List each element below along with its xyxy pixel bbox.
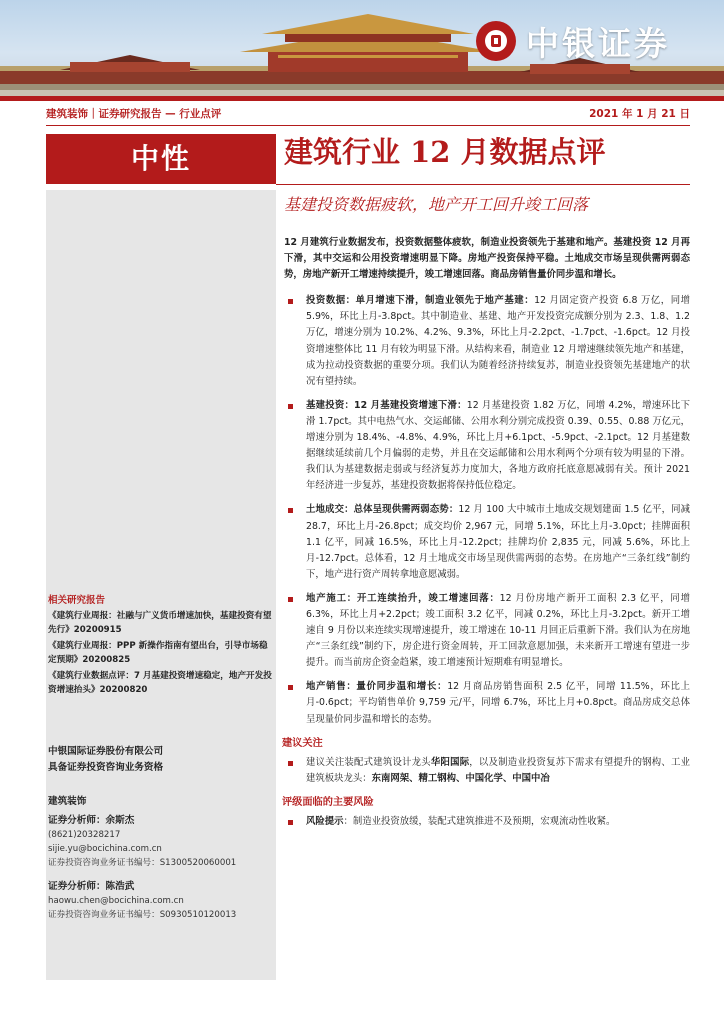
related-item: 《建筑行业周报：社融与广义货币增速加快，基建投资有望先行》20200915	[48, 611, 272, 635]
analyst-name: 证券分析师：余斯杰	[48, 815, 135, 826]
bullet-square-icon	[288, 508, 293, 513]
bullet-square-icon	[288, 404, 293, 409]
bullet-text: 12 月商品房销售面积 2.5 亿平，同增 11.5%，环比上月-0.6pct；平均销售单价 9,759 元/平，同增 6.7%，环比上月+0.8pct。商品房成交总体呈现量价同步温和增长的态势。	[306, 681, 690, 725]
company-qualification: 具备证券投资咨询业务资格	[48, 762, 164, 773]
related-reports	[48, 592, 274, 697]
sector-label: 建筑装饰	[48, 796, 87, 807]
analyst-cert: 证券投资咨询业务证书编号：S1300520060001	[48, 858, 237, 868]
bullet-text: 12 月基建投资 1.82 万亿，同增 4.2%，增速环比下滑 1.7pct。其中电热气水、交运邮储、公用水利分别完成投资 0.39、0.55、0.88 万亿元，增速分别为 18.4%、-4.8%、4.9%，环比上月+6.1pct、-5.9pct、-2.1pct。12 月基建数据继续延续前几个月偏弱的走势，并且在交运邮储和公用水利两个分项有较为明显的下滑。我们认为基建数据走弱或与经济复苏力度加大，各地方政府托底意愿减弱有关。预计 2021 年经济进一步复苏，基建投资数据将保持低位稳定。	[306, 399, 691, 492]
brand-logo	[476, 20, 670, 62]
main-content	[284, 235, 690, 838]
bullet-recommend	[284, 755, 690, 787]
section-label: 建筑装饰｜证券研究报告 — 行业点评	[46, 108, 222, 120]
report-meta	[46, 106, 690, 122]
analyst-email: haowu.chen@bocichina.com.cn	[48, 896, 184, 906]
analysts	[48, 795, 274, 922]
bullet-square-icon	[288, 761, 293, 766]
bullet-lead: 土地成交：总体呈现供需两弱态势：	[306, 504, 459, 516]
recommend-heading: 建议关注	[282, 737, 323, 749]
header-red-bar	[0, 96, 724, 101]
risk-heading: 评级面临的主要风险	[282, 796, 374, 808]
title-divider	[276, 184, 690, 185]
recommend-highlight-2: 东南网架、精工钢构、中国化学、中国中冶	[371, 772, 550, 784]
bullet-risk	[284, 814, 690, 830]
analyst-cert: 证券投资咨询业务证书编号：S0930510120013	[48, 910, 237, 920]
bullet-square-icon	[288, 299, 293, 304]
related-item: 《建筑行业周报：PPP 新操作指南有望出台，引导市场稳定预期》20200825	[48, 641, 268, 665]
bullet-text: 12 月份房地产新开工面积 2.3 亿平，同增 6.3%，环比上月+2.2pct；竣工面积 3.2 亿平，同减 0.2%，环比上月-3.2pct。新开工增速自 9 月份以来连续实现增速提升，竣工增速在 10-11 月回正后重新下滑。我们认为在房地产“三条红线”制约下，房企进行资金周转，开工回款意愿加强，未来新开工增速有望进一步提升。而当前房企资金趋紧，竣工增速预计短期难有明显增长。	[306, 592, 690, 669]
bullet-lead: 基建投资：12 月基建投资增速下滑：	[306, 399, 467, 411]
bullet-construction	[284, 591, 690, 671]
summary: 12 月建筑行业数据发布，投资数据整体疲软，制造业投资领先于基建和地产。基建投资 12 月再下滑，其中交运和公用投资增速明显下降。房地产投资保持平稳。土地成交市场呈现供需两弱态势，房地产新开工增速持续提升，竣工增速回落。商品房销售量价同步温和增长。	[284, 237, 690, 281]
risk-text: ：制造业投资放缓，装配式建筑推进不及预期，宏观流动性收紧。	[343, 816, 616, 827]
rating-badge: 中性	[46, 134, 276, 184]
bullet-text: 12 月 100 大中城市土地成交规划建面 1.5 亿平，同减 28.7，环比上月-26.8pct；成交均价 2,967 元，同增 5.1%，环比上月-3.0pct；挂牌面积 1.1 亿平，同减 16.5%，环比上月-12.2pct；挂牌均价 2,835 元，同减 5.6%，环比上月-12.7pct。总体看，12 月土地成交市场呈现供需两弱的态势。在房地产“三条红线”制约下，地产进行资产周转拿地意愿减弱。	[306, 504, 690, 580]
report-date: 2021 年 1 月 21 日	[589, 108, 690, 120]
page-subtitle: 基建投资数据疲软，地产开工回升竣工回落	[284, 195, 589, 214]
recommend-mid: ，以及制造业投资复苏下需求有望提升的钢构、工业建筑板块龙头：	[306, 756, 690, 784]
bullet-text: 12 月固定资产投资 6.8 万亿，同增 5.9%，环比上月-3.8pct。其中制造业、基建、地产开发投资完成额分别为 2.3、1.8、1.2 万亿，增速分别为 10.2%、4.2%、9.3%，环比上月-2.2pct、-1.7pct、-1.6pct。12 月投资增速整体比 11 月有较为明显下滑。从结构来看，制造业 12 月增速继续领先地产和基建，成为拉动投资数据的重要分项。我们认为随着经济持续复苏，制造业投资领先基建地产的状况有望持续。	[306, 295, 690, 387]
company-info	[48, 744, 274, 776]
bullet-investment	[284, 293, 690, 390]
bullet-square-icon	[288, 820, 293, 825]
bullet-lead: 投资数据：单月增速下滑，制造业领先于地产基建：	[306, 295, 535, 307]
bullet-lead: 地产销售：量价同步温和增长：	[306, 681, 448, 693]
company-name: 中银国际证券股份有限公司	[48, 746, 164, 757]
brand-name: 中银证券	[526, 23, 670, 63]
divider	[46, 125, 690, 126]
analyst-name: 证券分析师：陈浩武	[48, 881, 135, 892]
page-title: 建筑行业 12 月数据点评	[284, 135, 606, 169]
recommend-highlight-1: 华阳国际	[430, 756, 470, 768]
related-item: 《建筑行业数据点评：7 月基建投资增速稳定，地产开发投资增速抬头》20200820	[48, 671, 272, 695]
bullet-infrastructure	[284, 398, 690, 495]
related-heading: 相关研究报告	[48, 595, 106, 606]
bullet-sales	[284, 679, 690, 727]
analyst-email: sijie.yu@bocichina.com.cn	[48, 844, 162, 854]
analyst-phone: (8621)20328217	[48, 830, 121, 840]
header-banner	[0, 0, 724, 96]
boc-logo-icon	[476, 21, 516, 61]
bullet-land	[284, 502, 690, 582]
bullet-lead: 地产施工：开工连续抬升，竣工增速回落：	[306, 592, 500, 604]
bullet-square-icon	[288, 597, 293, 602]
risk-lead: 风险提示	[306, 816, 344, 827]
recommend-pre: 建议关注装配式建筑设计龙头	[306, 756, 431, 768]
bullet-square-icon	[288, 685, 293, 690]
